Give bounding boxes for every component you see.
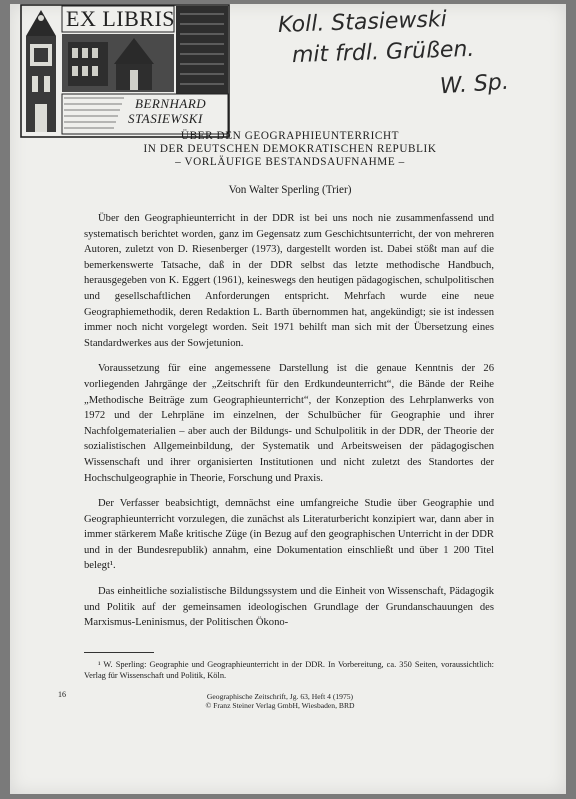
- handwritten-note-signature: W. Sp.: [439, 69, 510, 100]
- handwritten-note-line-1: Koll. Stasiewski: [277, 7, 448, 38]
- footnote-divider: [84, 652, 154, 653]
- document-page: [10, 4, 566, 794]
- page-number: 16: [58, 690, 66, 699]
- article-body: [84, 211, 494, 631]
- ex-libris-label: EX LIBRIS: [66, 6, 175, 31]
- body-paragraph-2: Voraussetzung für eine angemessene Darstellung ist die genaue Kenntnis der 26 vorliegenden Jahrgänge der „Zeitschrift für den Erdkundeunterricht“, die Bände der Reihe „Methodische Beiträge zum Geographieunterricht“, der Konzeption des Lehrplanwerks von 1972 und der Lehrpläne im einzelnen, der Schulbücher für Geographie und ihrer Nachfolgematerialien – aber auch der Bildungs- und Schulpolitik in der DDR, der Theorie der sozialistischen Allgemeinbildung, der Systematik und Arbeitsweisen der pädagogischen Wissenschaft und ihrer organisierten Institutionen und nicht zuletzt des Standortes der Hochschulgeographie in Theorie, Forschung und Praxis.: [84, 363, 494, 484]
- article-title-line-2: IN DER DEUTSCHEN DEMOKRATISCHEN REPUBLIK: [143, 143, 437, 155]
- footnote: ¹ W. Sperling: Geographie und Geographieunterricht in der DDR. In Vorbereitung, ca. 350 Seiten, voraussichtlich: Verlag für Wissenschaft und Politik, Köln.: [84, 660, 494, 680]
- ex-libris-bookplate: [20, 4, 230, 140]
- church-tower-icon: [26, 10, 56, 132]
- article-subtitle: – VORLÄUFIGE BESTANDSAUFNAHME –: [175, 156, 405, 168]
- body-paragraph-4: Das einheitliche sozialistische Bildungssystem und die Einheit von Wissenschaft, Pädagogik und Politik auf der gemeinsamen ideologischen Grundlage der Grundanschauungen des Marxismus-Leninismus, der Politischen Ökono-: [84, 586, 494, 629]
- body-paragraph-3: Der Verfasser beabsichtigt, demnächst eine umfangreiche Studie über Geographie und Geographieunterricht vorzulegen, die zunächst als Literaturbericht konzipiert war, dann aber in immer stärkerem Maße kritische Züge (in Bezug auf den geographischen Unterricht in der DDR und in der Bundesrepublik) annahm, eine Dokumentation einschließt und über 1 200 Titel belegt¹.: [84, 498, 494, 572]
- body-paragraph-1: Über den Geographieunterricht in der DDR ist bei uns noch nie zusammenfassend und systematisch berichtet worden, ganz im Gegensatz zum Geschichtsunterricht, der von mehreren Autoren, zuletzt von D. Riesenberger (1973), dargestellt worden ist. Dabei stößt man auf die bemerkenswerte Tatsache, daß in der DDR selbst das letzte methodische Handbuch, herausgegeben von K. Eggert (1961), keineswegs den heutigen pädagogischen, schulpolitischen und gesellschaftlichen Anforderungen entspricht. Mehrfach wurde eine neue Geographiemethodik, deren Redaktion L. Barth übernommen hat, angekündigt; sie ist indessen immer noch nicht vorgelegt worden. Seit 1971 behilft man sich mit der Übersetzung eines Standardwerkes aus der Sowjetunion.: [84, 213, 494, 349]
- handwritten-note-line-2: mit frdl. Grüßen.: [291, 36, 475, 69]
- bookplate-owner-first-name: BERNHARD: [135, 96, 207, 111]
- journal-citation: Geographische Zeitschrift, Jg. 63, Heft 4 (1975): [206, 692, 354, 701]
- publisher-copyright: © Franz Steiner Verlag GmbH, Wiesbaden, BRD: [205, 701, 355, 710]
- article-title-line-1: ÜBER DEN GEOGRAPHIEUNTERRICHT: [180, 130, 400, 142]
- article-author: Von Walter Sperling (Trier): [228, 184, 352, 196]
- bookplate-owner-last-name: STASIEWSKI: [128, 111, 203, 126]
